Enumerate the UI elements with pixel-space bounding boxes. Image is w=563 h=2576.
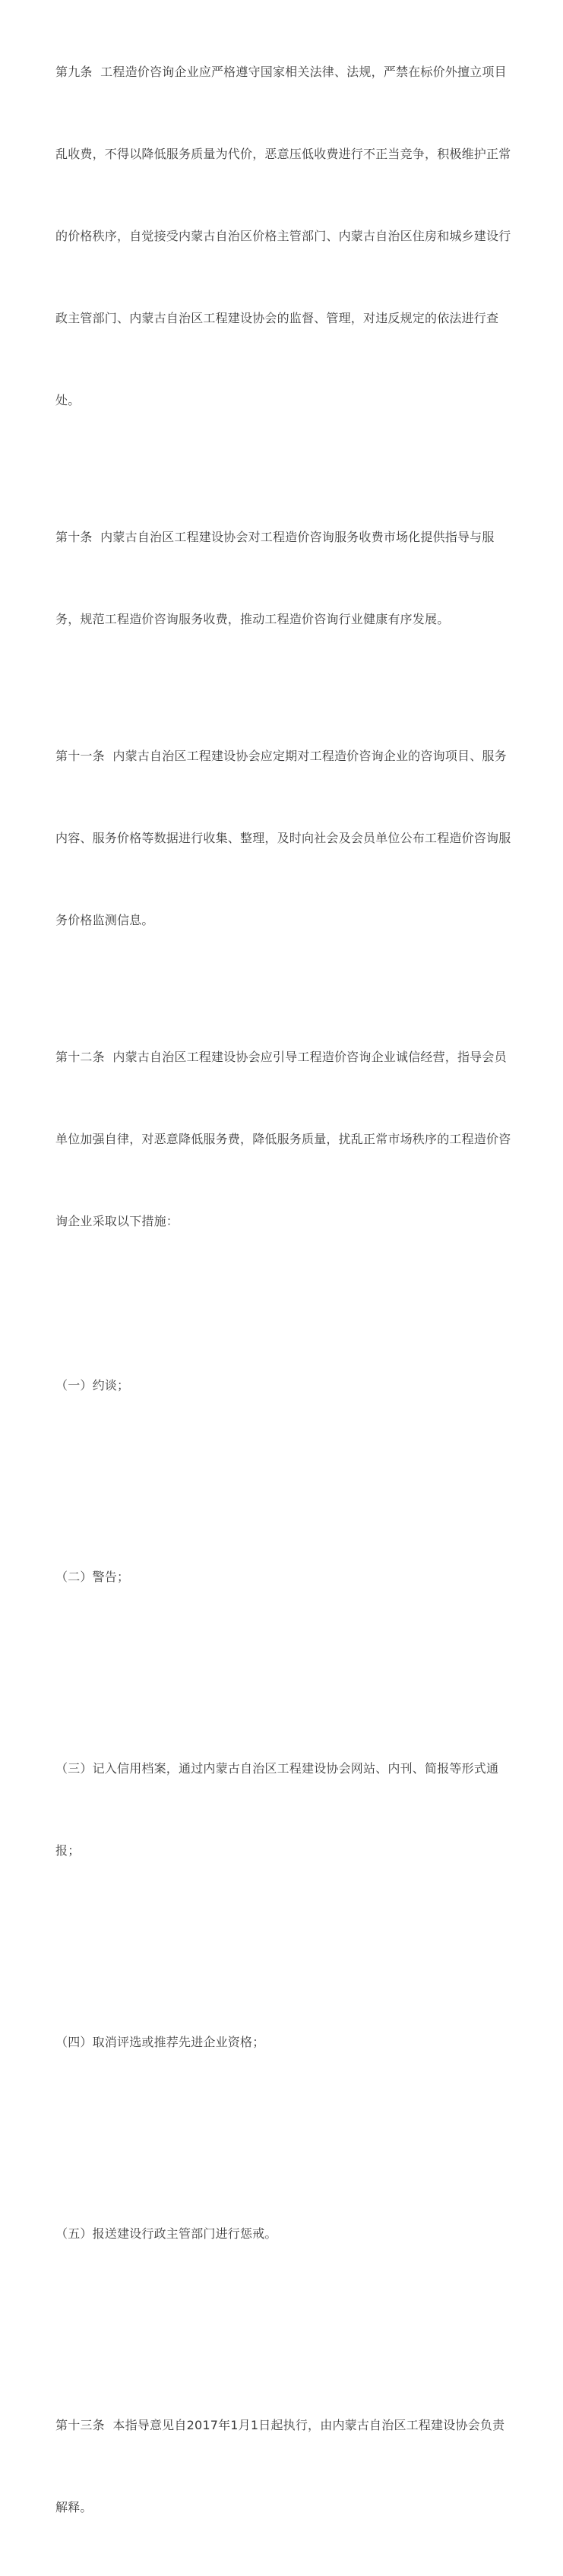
article-11-line: 第十一条 内蒙古自治区工程建设协会应定期对工程造价咨询企业的咨询项目、服务	[55, 749, 507, 763]
article-11-line: 内容、服务价格等数据进行收集、整理，及时向社会及会员单位公布工程造价咨询服	[55, 831, 511, 845]
measure-item-2	[55, 1509, 511, 1646]
article-11	[55, 688, 511, 989]
measure-item-line: 报；	[55, 1843, 81, 1858]
measure-item-4	[55, 1974, 511, 2111]
article-9-line: 的价格秩序，自觉接受内蒙古自治区价格主管部门、内蒙古自治区住房和城乡建设行	[55, 229, 511, 243]
measure-item-1	[55, 1317, 511, 1454]
measure-item-line: （三）记入信用档案，通过内蒙古自治区工程建设协会网站、内刊、简报等形式通	[55, 1761, 499, 1776]
article-11-line: 务价格监测信息。	[55, 913, 154, 927]
article-9-line: 第九条 工程造价咨询企业应严格遵守国家相关法律、法规，严禁在标价外擅立项目	[55, 65, 507, 79]
article-12-line: 单位加强自律，对恶意降低服务费，降低服务质量，扰乱正常市场秩序的工程造价咨	[55, 1132, 511, 1146]
document-body	[55, 4, 511, 2576]
article-10-line: 第十条 内蒙古自治区工程建设协会对工程造价咨询服务收费市场化提供指导与服	[55, 530, 495, 544]
article-9-line: 处。	[55, 393, 81, 407]
article-9	[55, 4, 511, 469]
measure-item-line: （二）警告；	[55, 1570, 130, 1584]
article-13-line: 第十三条 本指导意见自2017年1月1日起执行，由内蒙古自治区工程建设协会负责	[55, 2418, 505, 2432]
measure-item-line: （五）报送建设行政主管部门进行惩戒。	[55, 2226, 277, 2241]
measure-item-3	[55, 1700, 511, 1919]
measure-item-5	[55, 2166, 511, 2302]
measure-item-line: （四）取消评选或推荐先进企业资格；	[55, 2035, 265, 2049]
article-13	[55, 2357, 511, 2576]
article-9-line: 政主管部门、内蒙古自治区工程建设协会的监督、管理，对违反规定的依法进行查	[55, 311, 499, 325]
article-10-line: 务，规范工程造价咨询服务收费，推动工程造价咨询行业健康有序发展。	[55, 612, 450, 626]
article-13-line: 解释。	[55, 2500, 93, 2514]
article-12-line: 询企业采取以下措施：	[55, 1214, 179, 1228]
article-10	[55, 469, 511, 688]
article-9-line: 乱收费，不得以降低服务质量为代价，恶意压低收费进行不正当竞争，积极维护正常	[55, 147, 511, 161]
measure-item-line: （一）约谈；	[55, 1378, 130, 1393]
article-12-line: 第十二条 内蒙古自治区工程建设协会应引导工程造价咨询企业诚信经营，指导会员	[55, 1050, 507, 1064]
article-12	[55, 989, 511, 2357]
